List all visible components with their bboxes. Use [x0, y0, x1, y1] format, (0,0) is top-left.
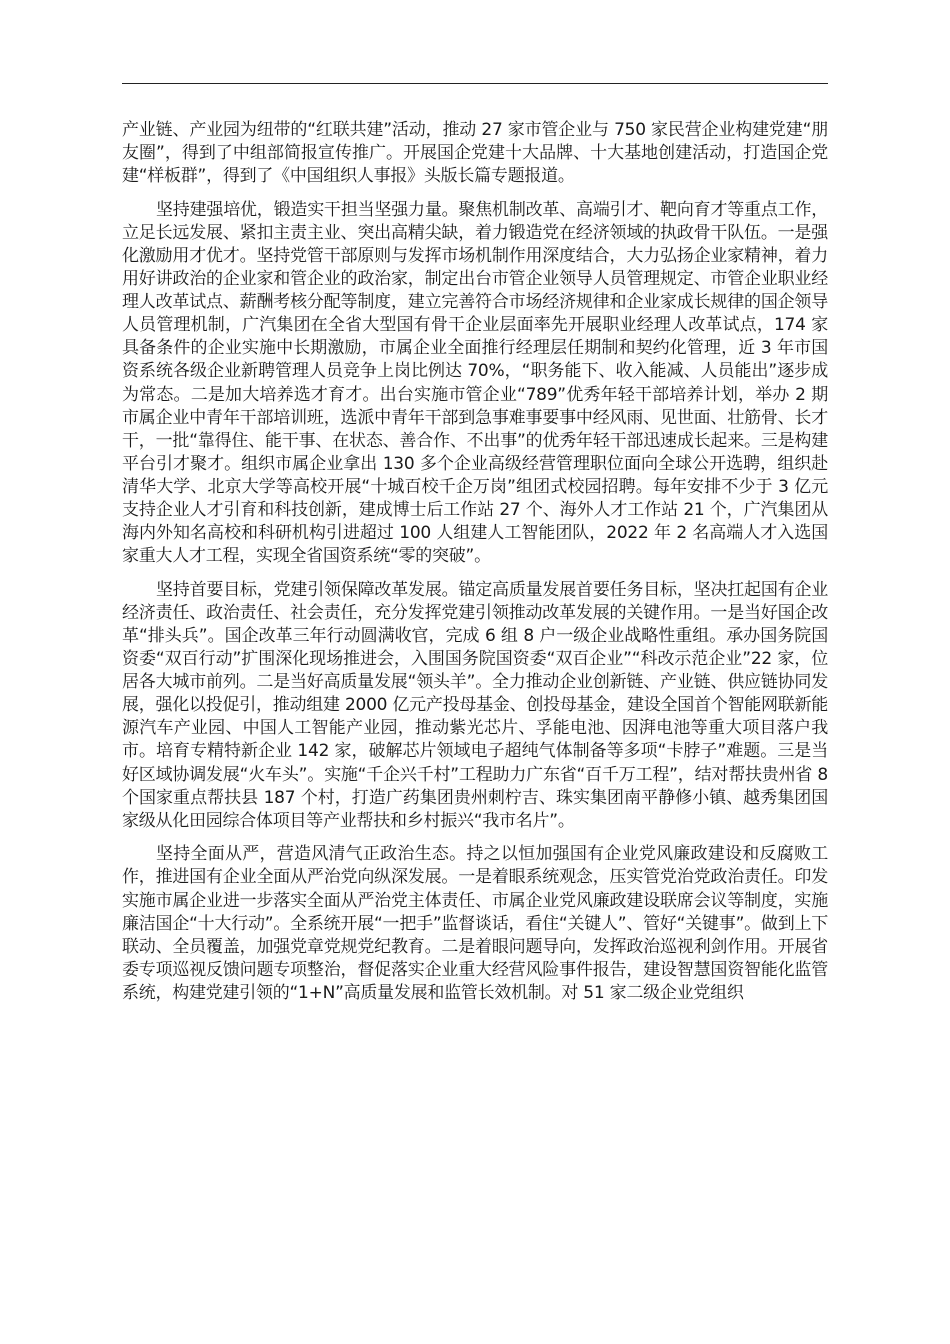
paragraph-strict-governance: 坚持全面从严，营造风清气正政治生态。持之以恒加强国有企业党风廉政建设和反腐败工作，推进国有企业全面从严治党向纵深发展。一是着眼系统观念，压实管党治党政治责任。印发实施市属企业进一步落实全面从严治党主体责任、市属企业党风廉政建设联席会议等制度，实施廉洁国企“十大行动”。全系统开展“一把手”监督谈话，看住“关键人”、管好“关键事”。做到上下联动、全员覆盖，加强党章党规党纪教育。二是着眼问题导向，发挥政治巡视利剑作用。开展省委专项巡视反馈问题专项整治，督促落实企业重大经营风险事件报告，建设智慧国资智能化监管系统，构建党建引领的“1+N”高质量发展和监管长效机制。对 51 家二级企业党组织: [122, 844, 828, 1003]
header-rule: [122, 83, 828, 84]
paragraph-reform-development: 坚持首要目标，党建引领保障改革发展。锚定高质量发展首要任务目标，坚决扛起国有企业经济责任、政治责任、社会责任，充分发挥党建引领推动改革发展的关键作用。一是当好国企改革“排头兵”。国企改革三年行动圆满收官，完成 6 组 8 户一级企业战略性重组。承办国务院国资委“双百行动”扩围深化现场推进会，入围国务院国资委“双百企业”“科改示范企业”22 家，位居各大城市前列。二是当好高质量发展“领头羊”。全力推动企业创新链、产业链、供应链协同发展，强化以投促引，推动组建 2000 亿元产投母基金、创投母基金，建设全国首个智能网联新能源汽车产业园、中国人工智能产业园，推动紫光芯片、孚能电池、因湃电池等重大项目落户我市。培育专精特新企业 142 家，破解芯片领域电子超纯气体制备等多项“卡脖子”难题。三是当好区域协调发展“火车头”。实施“千企兴千村”工程助力广东省“百千万工程”，结对帮扶贵州省 8 个国家重点帮扶县 187 个村，打造广药集团贵州刺柠吉、珠实集团南平静修小镇、越秀集团国家级从化田园综合体项目等产业帮扶和乡村振兴“我市名片”。: [122, 579, 828, 831]
document-body: [122, 119, 828, 1015]
paragraph-continuation: 产业链、产业园为纽带的“红联共建”活动，推动 27 家市管企业与 750 家民营企业构建党建“朋友圈”，得到了中组部简报宣传推广。开展国企党建十大品牌、十大基地创建活动，打造国企党建“样板群”，得到了《中国组织人事报》头版长篇专题报道。: [122, 120, 828, 187]
paragraph-talent-cultivation: 坚持建强培优，锻造实干担当坚强力量。聚焦机制改革、高端引才、靶向育才等重点工作，立足长远发展、紧扣主责主业、突出高精尖缺，着力锻造党在经济领域的执政骨干队伍。一是强化激励用才优才。坚持党管干部原则与发挥市场机制作用深度结合，大力弘扬企业家精神，着力用好讲政治的企业家和管企业的政治家，制定出台市管企业领导人员管理规定、市管企业职业经理人改革试点、薪酬考核分配等制度，建立完善符合市场经济规律和企业家成长规律的国企领导人员管理机制，广汽集团在全省大型国有骨干企业层面率先开展职业经理人改革试点，174 家具备条件的企业实施中长期激励，市属企业全面推行经理层任期制和契约化管理，近 3 年市国资系统各级企业新聘管理人员竞争上岗比例达 70%，“职务能下、收入能减、人员能出”逐步成为常态。二是加大培养选才育才。出台实施市管企业“789”优秀年轻干部培养计划，举办 2 期市属企业中青年干部培训班，选派中青年干部到急事难事要事中经风雨、见世面、壮筋骨、长才干，一批“靠得住、能干事、在状态、善合作、不出事”的优秀年轻干部迅速成长起来。三是构建平台引才聚才。组织市属企业拿出 130 多个企业高级经营管理职位面向全球公开选聘，组织赴清华大学、北京大学等高校开展“十城百校千企万岗”组团式校园招聘。每年安排不少于 3 亿元支持企业人才引育和科技创新，建成博士后工作站 27 个、海外人才工作站 21 个，广汽集团从海内外知名高校和科研机构引进超过 100 人组建人工智能团队，2022 年 2 名高端人才入选国家重大人才工程，实现全省国资系统“零的突破”。: [122, 199, 828, 567]
